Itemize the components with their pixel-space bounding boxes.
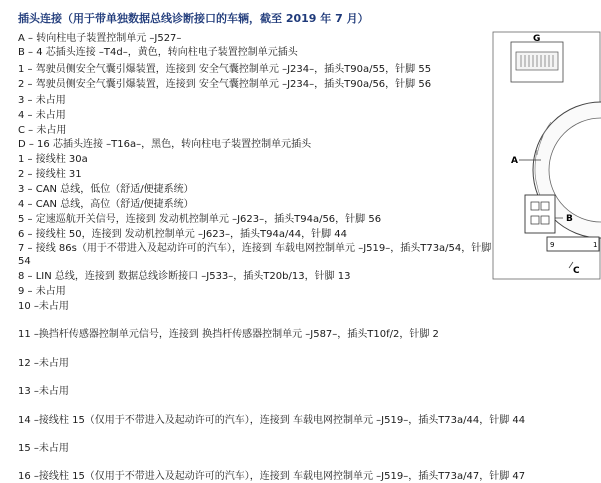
list-item: 3 – CAN 总线，低位（舒适/便捷系统） (18, 184, 194, 195)
list-item: 11 –换挡杆传感器控制单元信号，连接到 换挡杆传感器控制单元 –J587–，插头T10f/2，针脚 2 (18, 329, 439, 340)
list-item: D – 16 芯插头连接 –T16a–，黑色，转向柱电子装置控制单元插头 (18, 139, 312, 150)
list-item: 4 – CAN 总线，高位（舒适/便捷系统） (18, 199, 194, 210)
list-item: 16 –接线柱 15（仅用于不带进入及起动许可的汽车），连接到 车载电网控制单元 –J519–，插头T73a/47，针脚 47 (18, 471, 526, 482)
list-item: 10 –未占用 (18, 301, 69, 312)
list-item: 1 – 接线柱 30a (18, 154, 88, 165)
connector-b-box (525, 195, 555, 233)
page-title: 插头连接（用于带单独数据总线诊断接口的车辆，截至 2019 年 7 月） (18, 12, 369, 25)
connector-b-pin (531, 216, 539, 224)
connector-b-pin (531, 202, 539, 210)
connector-d-box (547, 237, 599, 251)
list-item: 3 – 未占用 (18, 95, 66, 106)
list-item: 14 –接线柱 15（仅用于不带进入及起动许可的汽车），连接到 车载电网控制单元 –J519–，插头T73a/44，针脚 44 (18, 415, 526, 426)
label-c: C (573, 266, 580, 276)
label-g: G (533, 34, 541, 44)
list-item: A – 转向柱电子装置控制单元 –J527– (18, 33, 182, 44)
list-item: 7 – 接线 86s（用于不带进入及起动许可的汽车），连接到 车载电网控制单元 –J519–，插头T73a/54，针脚 54 (18, 243, 492, 267)
label-a: A (511, 156, 518, 166)
connector-diagram (489, 30, 601, 280)
list-item: 13 –未占用 (18, 386, 69, 397)
connector-b-pin (541, 216, 549, 224)
list-item: 4 – 未占用 (18, 110, 66, 121)
list-item: 2 – 接线柱 31 (18, 169, 82, 180)
label-b: B (566, 214, 573, 224)
list-item: 6 – 接线柱 50，连接到 发动机控制单元 –J623–，插头T94a/44，针脚 44 (18, 229, 347, 240)
label-pin-9: 9 (550, 241, 555, 249)
list-item: B – 4 芯插头连接 –T4d–，黄色，转向柱电子装置控制单元插头 (18, 47, 298, 58)
list-item: 5 – 定速巡航开关信号，连接到 发动机控制单元 –J623–，插头T94a/56，针脚 56 (18, 214, 382, 225)
list-item: 12 –未占用 (18, 358, 69, 369)
list-item: 9 – 未占用 (18, 286, 66, 297)
list-item: 2 – 驾驶员侧安全气囊引爆装置，连接到 安全气囊控制单元 –J234–，插头T90a/56，针脚 56 (18, 79, 432, 90)
list-item: 15 –未占用 (18, 443, 69, 454)
list-item: 8 – LIN 总线，连接到 数据总线诊断接口 –J533–，插头T20b/13，针脚 13 (18, 271, 351, 282)
list-item: C – 未占用 (18, 125, 67, 136)
connector-b-pin (541, 202, 549, 210)
list-item: 1 – 驾驶员侧安全气囊引爆装置，连接到 安全气囊控制单元 –J234–，插头T90a/55，针脚 55 (18, 64, 432, 75)
label-pin-1: 1 (593, 241, 598, 249)
